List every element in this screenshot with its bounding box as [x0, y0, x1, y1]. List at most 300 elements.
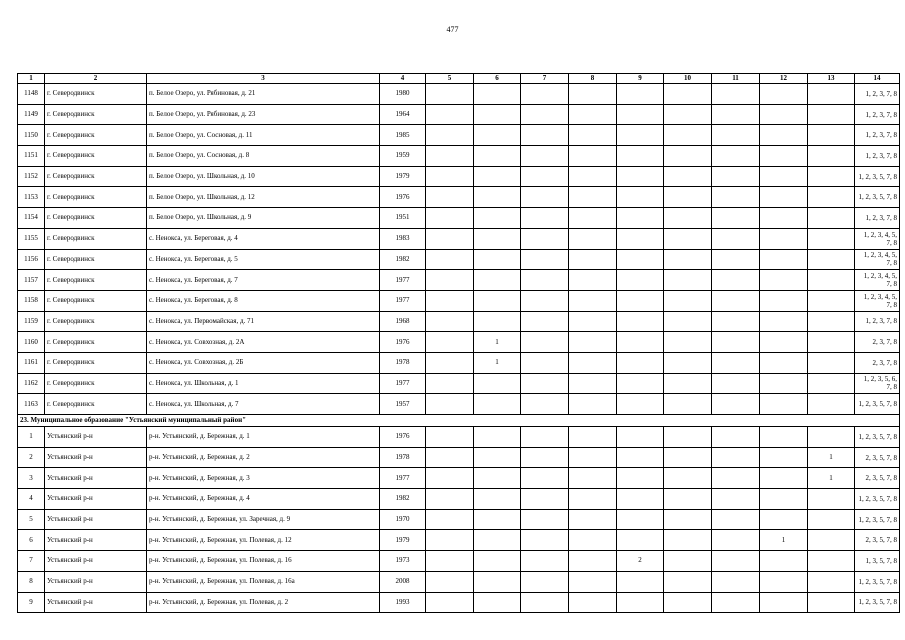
table-cell [808, 146, 855, 167]
table-cell: 1959 [380, 146, 426, 167]
table-cell: с. Ненокса, ул. Совхозная, д. 2А [147, 332, 380, 353]
table-cell: п. Белое Озеро, ул. Рябиновая, д. 23 [147, 104, 380, 125]
table-cell: 1161 [18, 352, 45, 373]
table-cell: 1979 [380, 166, 426, 187]
table-cell [712, 270, 760, 291]
table-cell [712, 332, 760, 353]
table-cell [808, 249, 855, 270]
table-cell: 1978 [380, 447, 426, 468]
table-cell: 2, 3, 5, 7, 8 [855, 468, 900, 489]
table-cell [426, 427, 474, 448]
table-row [18, 104, 900, 125]
table-cell: р-н. Устьянский, д. Бережная, д. 4 [147, 489, 380, 510]
header-cell: 2 [45, 74, 147, 84]
table-cell [521, 290, 569, 311]
table-cell [808, 166, 855, 187]
table-cell [664, 592, 712, 613]
table-cell [521, 249, 569, 270]
table-cell: 2, 3, 5, 7, 8 [855, 447, 900, 468]
table-cell [521, 373, 569, 394]
table-cell [569, 166, 617, 187]
table-row [18, 187, 900, 208]
table-cell: г. Северодвинск [45, 270, 147, 291]
table-cell [617, 352, 664, 373]
table-cell: 1976 [380, 332, 426, 353]
table-cell [712, 373, 760, 394]
table-cell [760, 489, 808, 510]
table-cell [760, 208, 808, 229]
table-cell [617, 530, 664, 551]
table-cell [474, 530, 521, 551]
header-cell: 6 [474, 74, 521, 84]
table-cell [760, 125, 808, 146]
table-cell: 1983 [380, 228, 426, 249]
table-cell: Устьянский р-н [45, 551, 147, 572]
table-row [18, 270, 900, 291]
table-cell: с. Ненокса, ул. Береговая, д. 5 [147, 249, 380, 270]
table-cell: г. Северодвинск [45, 146, 147, 167]
header-row [18, 74, 900, 84]
table-cell [617, 208, 664, 229]
table-cell [521, 187, 569, 208]
table-cell [712, 352, 760, 373]
table-cell [808, 290, 855, 311]
table-cell [569, 187, 617, 208]
table-cell: 1, 2, 3, 7, 8 [855, 311, 900, 332]
table-cell [521, 352, 569, 373]
table-cell [808, 427, 855, 448]
table-body [18, 74, 900, 613]
table-cell [521, 311, 569, 332]
table-cell [664, 270, 712, 291]
table-row [18, 551, 900, 572]
table-cell [808, 208, 855, 229]
table-cell: 1152 [18, 166, 45, 187]
table-cell: 1977 [380, 290, 426, 311]
table-cell [664, 571, 712, 592]
table-cell: 1985 [380, 125, 426, 146]
page-number: 477 [446, 25, 459, 34]
table-cell: р-н. Устьянский, д. Бережная, д. 3 [147, 468, 380, 489]
table-cell: 1982 [380, 489, 426, 510]
table-cell: 1158 [18, 290, 45, 311]
table-cell [712, 208, 760, 229]
table-cell [760, 551, 808, 572]
table-cell: г. Северодвинск [45, 249, 147, 270]
table-cell [664, 447, 712, 468]
table-cell: 1979 [380, 530, 426, 551]
table-cell [712, 84, 760, 105]
table-cell [664, 427, 712, 448]
table-cell [664, 249, 712, 270]
table-cell [808, 394, 855, 415]
table-cell [521, 468, 569, 489]
table-cell: 2008 [380, 571, 426, 592]
table-cell [569, 146, 617, 167]
table-cell [569, 571, 617, 592]
table-cell [569, 332, 617, 353]
table-cell [426, 290, 474, 311]
table-cell [617, 104, 664, 125]
table-cell [426, 270, 474, 291]
table-cell [521, 208, 569, 229]
table-cell [617, 427, 664, 448]
table-row [18, 394, 900, 415]
table-cell [760, 468, 808, 489]
table-cell [474, 592, 521, 613]
table-cell [521, 571, 569, 592]
table-row [18, 352, 900, 373]
table-cell [569, 290, 617, 311]
table-cell [569, 468, 617, 489]
table-cell [808, 125, 855, 146]
table-cell: 1, 2, 3, 5, 7, 8 [855, 166, 900, 187]
table-cell [712, 530, 760, 551]
table-cell [426, 311, 474, 332]
table-cell [760, 290, 808, 311]
table-cell: 1973 [380, 551, 426, 572]
table-cell [617, 509, 664, 530]
header-cell: 13 [808, 74, 855, 84]
table-cell: п. Белое Озеро, ул. Сосновая, д. 8 [147, 146, 380, 167]
table-cell: 1, 3, 5, 7, 8 [855, 551, 900, 572]
table-row [18, 489, 900, 510]
table-row [18, 530, 900, 551]
table-cell [617, 571, 664, 592]
table-cell [617, 270, 664, 291]
table-cell: 1970 [380, 509, 426, 530]
table-cell [474, 290, 521, 311]
table-cell [808, 311, 855, 332]
table-cell [569, 373, 617, 394]
table-cell [664, 530, 712, 551]
table-cell [521, 489, 569, 510]
table-cell [617, 187, 664, 208]
table-cell [760, 447, 808, 468]
table-cell [474, 166, 521, 187]
table-cell [664, 332, 712, 353]
table-cell [664, 125, 712, 146]
table-row [18, 571, 900, 592]
table-cell [760, 373, 808, 394]
table-cell [521, 332, 569, 353]
table-cell: 1148 [18, 84, 45, 105]
table-cell: 1154 [18, 208, 45, 229]
table-cell [712, 290, 760, 311]
table-cell [474, 311, 521, 332]
table-cell [569, 104, 617, 125]
table-cell [474, 394, 521, 415]
table-cell: 3 [18, 468, 45, 489]
table-cell [808, 592, 855, 613]
table-cell: с. Ненокса, ул. Школьная, д. 1 [147, 373, 380, 394]
table-cell [569, 249, 617, 270]
table-cell [760, 187, 808, 208]
table-cell [808, 489, 855, 510]
table-cell [521, 447, 569, 468]
table-cell: 1155 [18, 228, 45, 249]
table-cell: 1, 2, 3, 5, 7, 8 [855, 394, 900, 415]
table-cell [521, 427, 569, 448]
table-cell [474, 84, 521, 105]
table-cell: 1, 2, 3, 5, 7, 8 [855, 571, 900, 592]
table-cell: 1, 2, 3, 5, 7, 8 [855, 592, 900, 613]
table-cell: г. Северодвинск [45, 187, 147, 208]
table-cell: 1968 [380, 311, 426, 332]
table-cell [617, 394, 664, 415]
table-row [18, 125, 900, 146]
table-cell [474, 125, 521, 146]
table-row [18, 166, 900, 187]
table-cell [474, 571, 521, 592]
table-cell: с. Ненокса, ул. Береговая, д. 7 [147, 270, 380, 291]
table-cell [712, 146, 760, 167]
table-cell: 9 [18, 592, 45, 613]
table-cell [426, 373, 474, 394]
table-cell [617, 592, 664, 613]
table-cell [760, 166, 808, 187]
table-cell: 6 [18, 530, 45, 551]
table-cell [712, 551, 760, 572]
table-row [18, 249, 900, 270]
header-cell: 11 [712, 74, 760, 84]
table-cell: 1 [808, 468, 855, 489]
table-cell: 1977 [380, 468, 426, 489]
table-row [18, 146, 900, 167]
table-cell [808, 352, 855, 373]
table-cell [426, 489, 474, 510]
table-cell: п. Белое Озеро, ул. Школьная, д. 12 [147, 187, 380, 208]
table-cell [521, 228, 569, 249]
table-cell [474, 468, 521, 489]
header-cell: 14 [855, 74, 900, 84]
table-cell [664, 228, 712, 249]
table-cell: 1, 2, 3, 7, 8 [855, 125, 900, 146]
table-cell [426, 394, 474, 415]
table-cell [569, 489, 617, 510]
table-row [18, 208, 900, 229]
table-cell: 2 [18, 447, 45, 468]
table-cell [521, 84, 569, 105]
table-cell: 1993 [380, 592, 426, 613]
header-cell: 7 [521, 74, 569, 84]
table-cell: 1 [474, 332, 521, 353]
table-cell: 1149 [18, 104, 45, 125]
table-cell: г. Северодвинск [45, 311, 147, 332]
table-cell: 2, 3, 7, 8 [855, 352, 900, 373]
table-cell [712, 228, 760, 249]
table-cell: Устьянский р-н [45, 509, 147, 530]
table-cell [808, 84, 855, 105]
table-cell: 1 [760, 530, 808, 551]
table-cell [664, 187, 712, 208]
table-cell [569, 509, 617, 530]
table-cell [712, 468, 760, 489]
table-cell [426, 228, 474, 249]
table-cell [712, 509, 760, 530]
table-cell [569, 394, 617, 415]
table-cell [474, 228, 521, 249]
table-cell: 1980 [380, 84, 426, 105]
table-cell [474, 427, 521, 448]
table-cell: 2, 3, 7, 8 [855, 332, 900, 353]
table-cell: 5 [18, 509, 45, 530]
table-cell [569, 592, 617, 613]
table-cell: р-н. Устьянский, д. Бережная, ул. Заречная, д. 9 [147, 509, 380, 530]
table-row [18, 592, 900, 613]
table-cell: 1 [18, 427, 45, 448]
table-cell: р-н. Устьянский, д. Бережная, ул. Полевая, д. 2 [147, 592, 380, 613]
table-cell [808, 530, 855, 551]
table-cell [474, 208, 521, 229]
header-cell: 12 [760, 74, 808, 84]
table-cell: с. Ненокса, ул. Совхозная, д. 2Б [147, 352, 380, 373]
table-cell [760, 509, 808, 530]
header-cell: 5 [426, 74, 474, 84]
table-cell [474, 551, 521, 572]
table-cell: р-н. Устьянский, д. Бережная, ул. Полевая, д. 16 [147, 551, 380, 572]
table-cell: 1, 2, 3, 5, 7, 8 [855, 427, 900, 448]
table-cell [760, 592, 808, 613]
table-cell [426, 509, 474, 530]
table-cell: г. Северодвинск [45, 352, 147, 373]
header-cell: 3 [147, 74, 380, 84]
table-cell: 1976 [380, 187, 426, 208]
table-cell [808, 571, 855, 592]
table-cell [712, 427, 760, 448]
table-cell [617, 332, 664, 353]
table-cell [426, 530, 474, 551]
table-cell [426, 571, 474, 592]
table-cell [569, 352, 617, 373]
table-cell: 1, 2, 3, 7, 8 [855, 208, 900, 229]
table-cell: с. Ненокса, ул. Первомайская, д. 71 [147, 311, 380, 332]
table-cell [474, 104, 521, 125]
table-cell [808, 373, 855, 394]
table-cell: 1157 [18, 270, 45, 291]
table-cell: 1951 [380, 208, 426, 229]
table-cell: г. Северодвинск [45, 104, 147, 125]
table-cell [808, 228, 855, 249]
table-cell [474, 187, 521, 208]
header-cell: 4 [380, 74, 426, 84]
table-cell [760, 332, 808, 353]
table-cell [664, 468, 712, 489]
table-cell [426, 146, 474, 167]
table-cell [664, 166, 712, 187]
table-cell: 1, 2, 3, 4, 5, 7, 8 [855, 249, 900, 270]
table-cell [474, 447, 521, 468]
table-cell [808, 332, 855, 353]
section-row [18, 415, 900, 427]
table-cell: 1, 2, 3, 5, 7, 8 [855, 489, 900, 510]
table-cell [712, 166, 760, 187]
table-cell: Устьянский р-н [45, 447, 147, 468]
table-cell [617, 228, 664, 249]
table-cell [426, 447, 474, 468]
table-cell: 1977 [380, 373, 426, 394]
table-cell: п. Белое Озеро, ул. Сосновая, д. 11 [147, 125, 380, 146]
table-row [18, 228, 900, 249]
table-cell [760, 104, 808, 125]
section-title: 23. Муниципальное образование "Устьянский муниципальный район" [18, 415, 900, 427]
table-cell: 1, 2, 3, 5, 6, 7, 8 [855, 373, 900, 394]
table-cell [808, 270, 855, 291]
table-cell [712, 394, 760, 415]
table-cell [664, 146, 712, 167]
table-cell: 1976 [380, 427, 426, 448]
table-cell: Устьянский р-н [45, 427, 147, 448]
table-cell [712, 104, 760, 125]
table-row [18, 447, 900, 468]
table-cell [712, 571, 760, 592]
table-cell [760, 311, 808, 332]
table-cell: Устьянский р-н [45, 468, 147, 489]
table-cell [664, 290, 712, 311]
table-cell [569, 427, 617, 448]
table-cell [521, 166, 569, 187]
header-cell: 1 [18, 74, 45, 84]
table-cell: 1, 2, 3, 4, 5, 7, 8 [855, 270, 900, 291]
table-row [18, 373, 900, 394]
table-cell [569, 447, 617, 468]
table-cell [617, 290, 664, 311]
table-cell [664, 394, 712, 415]
table-cell [760, 571, 808, 592]
table-cell [426, 352, 474, 373]
table-cell [521, 530, 569, 551]
table-cell [617, 84, 664, 105]
table-cell [712, 489, 760, 510]
table-cell [760, 228, 808, 249]
table-cell: с. Ненокса, ул. Береговая, д. 4 [147, 228, 380, 249]
table-cell [426, 249, 474, 270]
table-cell: г. Северодвинск [45, 84, 147, 105]
table-cell [426, 468, 474, 489]
table-cell: Устьянский р-н [45, 592, 147, 613]
table-cell: 1160 [18, 332, 45, 353]
table-cell: г. Северодвинск [45, 125, 147, 146]
table-cell [617, 146, 664, 167]
table-cell [474, 270, 521, 291]
table-cell: с. Ненокса, ул. Береговая, д. 8 [147, 290, 380, 311]
table-cell: р-н. Устьянский, д. Бережная, д. 1 [147, 427, 380, 448]
table-cell [617, 489, 664, 510]
table-cell: 1, 2, 3, 7, 8 [855, 104, 900, 125]
table-cell: г. Северодвинск [45, 332, 147, 353]
table-cell [426, 104, 474, 125]
table-row [18, 311, 900, 332]
table-cell: 1964 [380, 104, 426, 125]
table-cell: 1163 [18, 394, 45, 415]
table-cell: 1 [808, 447, 855, 468]
table-cell [569, 311, 617, 332]
table-cell [569, 551, 617, 572]
table-cell: 1153 [18, 187, 45, 208]
table-cell [426, 332, 474, 353]
table-cell: г. Северодвинск [45, 208, 147, 229]
table-cell: 7 [18, 551, 45, 572]
table-cell: г. Северодвинск [45, 228, 147, 249]
table-cell [712, 311, 760, 332]
table-cell [617, 125, 664, 146]
table-cell: р-н. Устьянский, д. Бережная, ул. Полевая, д. 16а [147, 571, 380, 592]
table-cell [521, 125, 569, 146]
table-cell: п. Белое Озеро, ул. Школьная, д. 9 [147, 208, 380, 229]
table-cell [569, 208, 617, 229]
table-cell: г. Северодвинск [45, 394, 147, 415]
table-cell [712, 249, 760, 270]
